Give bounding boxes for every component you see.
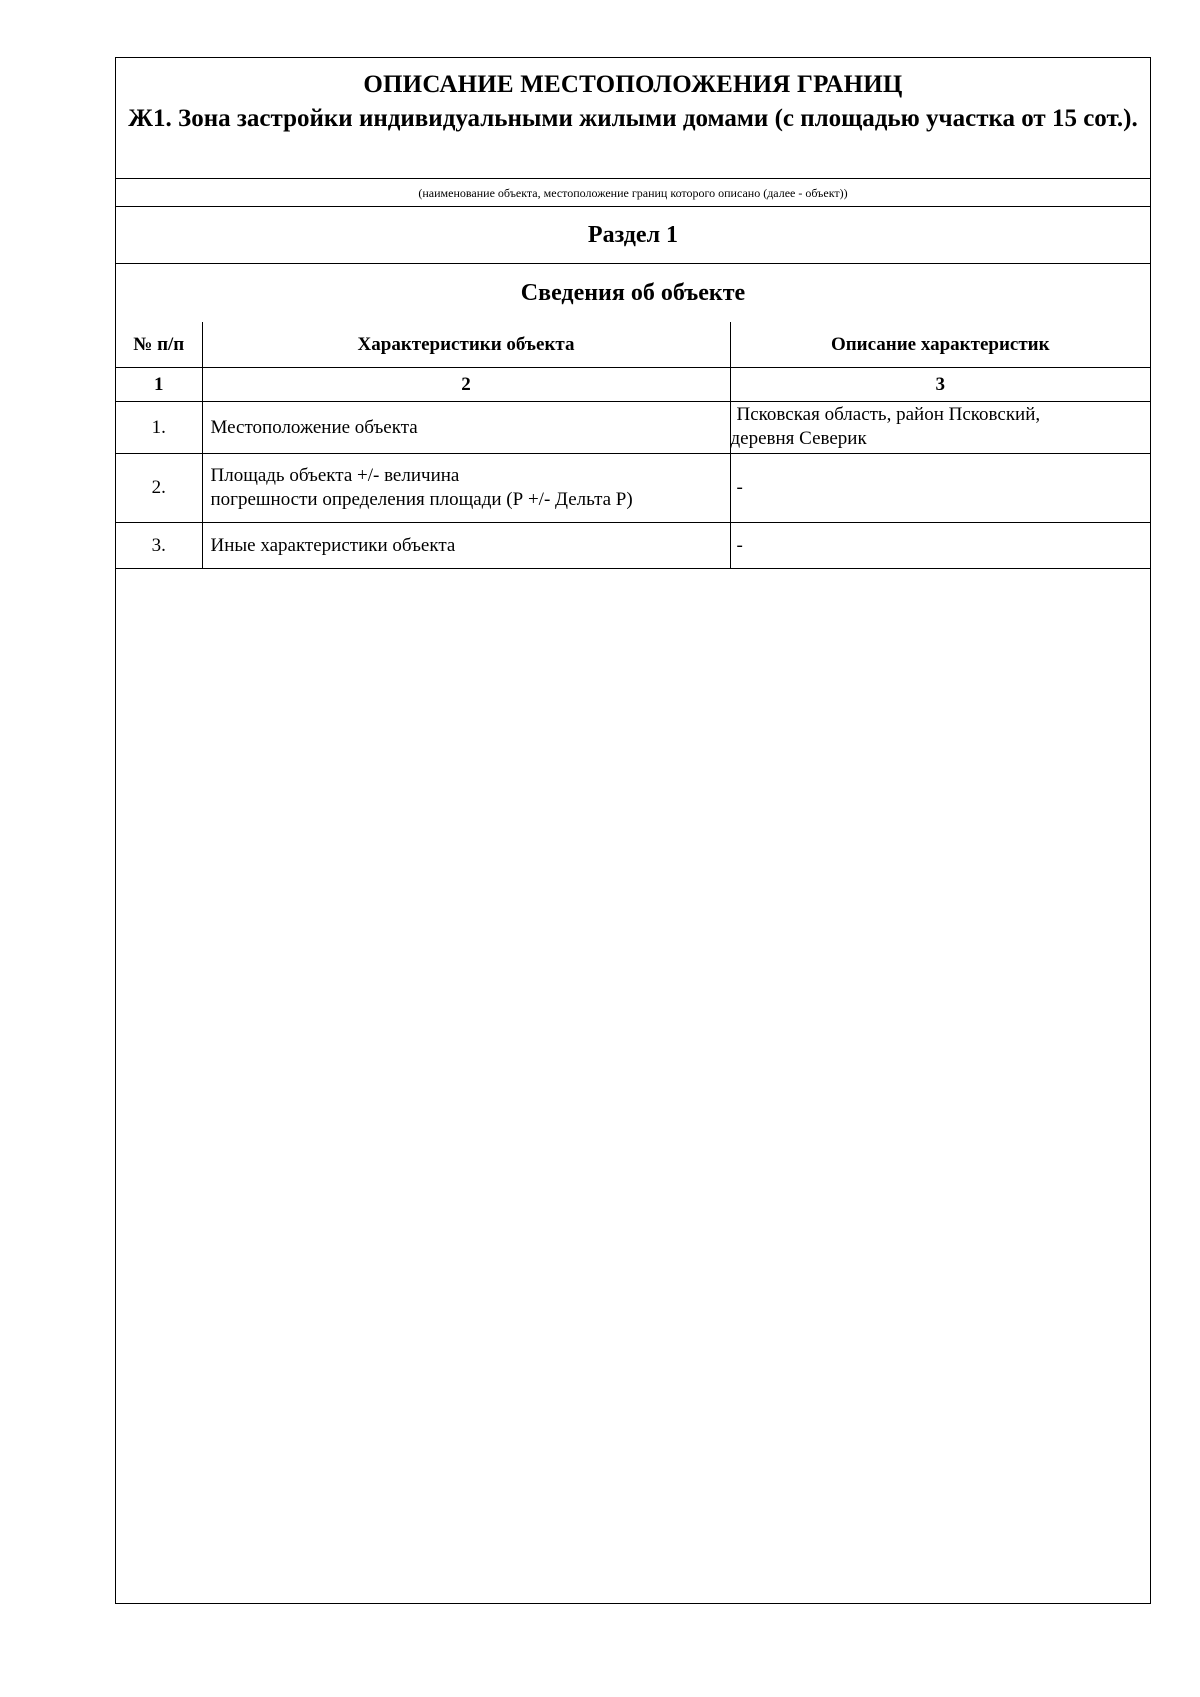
column-number-3: 3 <box>730 368 1150 402</box>
row-characteristic-line: погрешности определения площади (Р +/- Дельта Р) <box>210 489 633 510</box>
row-characteristic <box>202 454 730 523</box>
section-title: Раздел 1 <box>116 207 1150 264</box>
row-number: 1. <box>116 402 202 454</box>
column-numbers-row <box>116 368 1150 402</box>
row-characteristic: Иные характеристики объекта <box>202 523 730 569</box>
object-properties-table <box>116 322 1150 569</box>
table-row <box>116 523 1150 569</box>
row-description <box>730 402 1150 454</box>
row-number: 3. <box>116 523 202 569</box>
document-header <box>116 58 1150 179</box>
column-number-1: 1 <box>116 368 202 402</box>
row-description: - <box>730 523 1150 569</box>
document-title: ОПИСАНИЕ МЕСТОПОЛОЖЕНИЯ ГРАНИЦ <box>363 71 903 98</box>
header-characteristic: Характеристики объекта <box>202 322 730 368</box>
row-description-line: Псковская область, район Псковский, <box>736 404 1041 425</box>
column-number-2: 2 <box>202 368 730 402</box>
row-description: - <box>730 454 1150 523</box>
table-row <box>116 454 1150 523</box>
table-row <box>116 402 1150 454</box>
row-characteristic: Местоположение объекта <box>202 402 730 454</box>
row-description-line: деревня Северик <box>730 428 867 449</box>
row-number: 2. <box>116 454 202 523</box>
header-description: Описание характеристик <box>730 322 1150 368</box>
row-characteristic-line: Площадь объекта +/- величина <box>210 465 460 486</box>
info-title: Сведения об объекте <box>520 280 746 306</box>
object-caption: (наименование объекта, местоположение границ которого описано (далее - объект)) <box>116 179 1150 207</box>
table-header-row <box>116 322 1150 368</box>
header-number: № п/п <box>116 322 202 368</box>
object-name: Ж1. Зона застройки индивидуальными жилыми домами (с площадью участка от 15 сот.). <box>128 105 1138 132</box>
document-frame <box>115 57 1151 1604</box>
